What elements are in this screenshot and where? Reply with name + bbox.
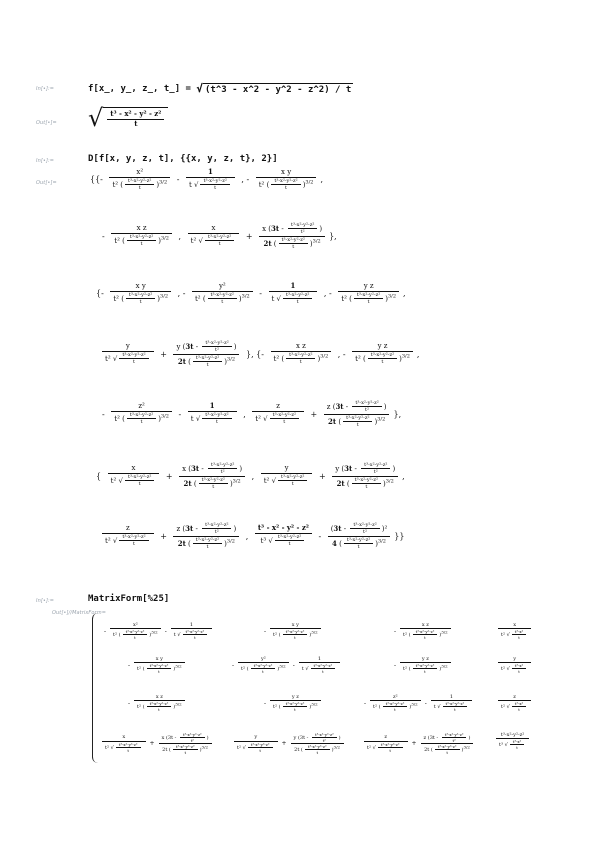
matrix-row-4: x t² √ $\frac{\text{t³-x²-y²-z²}}{t}$ + x (3t - $\frac{\text{t³-x²-y²-z²}}{\text{t²}}$ ) 2t ( $\frac{\text{t³-x²-y²-z²}}{t}$ )$^{3/2}$ [100, 732, 214, 755]
hessian-line-2: - x z t² ( $\frac{\text{t³-x²-y²-z²}}{t}$ )$^{3/2}$ , x t² √ $\frac{\text{t³-x²-y²-z²}}{t}$ + x (3t - $\frac{\text{t³-x²-y²-z²}}{\text{t²}}$ ) 2t ( $\frac{\text{t³-x²-y²-z²}}{t}$ )$^{3/2}$ }, [102, 222, 337, 250]
matrix-row-4-col-3: z t² √ $\frac{\text{t³-x²-y²-z²}}{t}$ + z (3t - $\frac{\text{t³-x²-y²-z²}}{\text{t²}}$ ) 2t ( $\frac{\text{t³-x²-y²-z²}}{t}$ )$^{3/2}$ [362, 732, 475, 755]
out1-denominator: t [134, 119, 138, 129]
input-cell-2[interactable]: D[f[x, y, z, t], {{x, y, z, t}, 2}] [88, 154, 278, 164]
hessian-line-6: { x t² √ $\frac{\text{t³-x²-y²-z²}}{t}$ + x (3t - $\frac{\text{t³-x²-y²-z²}}{\text{t²}}$ ) 2t ( $\frac{\text{t³-x²-y²-z²}}{t}$ )$^{3/2}$ , y t² √ $\frac{\text{t³-x²-y²-z²}}{t}$ + y (3t - $\frac{\text{t³-x²-y²-z²}}{\text{t²}}$ ) 2t ( $\frac{\text{t³-x²-y²-z²}}{t}$ )$^{3/2}$ , [96, 462, 405, 490]
in-label-3: In[•]:= [36, 598, 55, 604]
matrix-row-2-col-2: - y² t² ( $\frac{\text{t³-x²-y²-z²}}{t}$ )$^{3/2}$ - 1 t √ $\frac{\text{t³-x²-y²-z²}}{t}$ [230, 656, 342, 674]
matrix-row-2-col-3: - y z t² ( $\frac{\text{t³-x²-y²-z²}}{t}$ )$^{3/2}$ [392, 656, 453, 674]
in-label-1: In[•]:= [36, 86, 55, 92]
out-label-3: Out[•]//MatrixForm= [52, 610, 106, 616]
input-cell-1[interactable]: f[x_, y_, z_, t_] = √ (t^3 - x^2 - y^2 - z^2) / t [88, 82, 352, 95]
out-label-1: Out[•]= [36, 120, 57, 126]
hessian-line-3: {- x y t² ( $\frac{\text{t³-x²-y²-z²}}{t}$ )$^{3/2}$ , - y² t² ( $\frac{\text{t³-x²-y²-z²}}{t}$ )$^{3/2}$ - 1 t √ $\frac{\text{t³-x²-y²-z²}}{t}$ , - y z t² ( $\frac{\text{t³-x²-y²-z²}}{t}$ )$^{3/2}$ , [96, 281, 406, 305]
output-cell-1 [88, 104, 168, 132]
matrix-row-4-col-4: t³-x²-y²-z² t³ √ $\frac{\text{t³-x²}}{t}$ [494, 732, 531, 750]
matrix-row-2: - x y t² ( $\frac{\text{t³-x²-y²-z²}}{t}$ )$^{3/2}$ [126, 656, 187, 674]
sqrt-icon: √ [88, 104, 104, 132]
matrix-row-3-col-2: - y z t² ( $\frac{\text{t³-x²-y²-z²}}{t}$ )$^{3/2}$ [262, 694, 323, 712]
matrix-row-3: - x z t² ( $\frac{\text{t³-x²-y²-z²}}{t}$ )$^{3/2}$ [126, 694, 187, 712]
matrix-row-1-col-2: - x y t² ( $\frac{\text{t³-x²-y²-z²}}{t}$ )$^{3/2}$ [262, 622, 323, 640]
matrix-row-1-col-4: x t² √ $\frac{\text{t³-x²}}{t}$ [496, 622, 533, 640]
hessian-line-4: y t² √ $\frac{\text{t³-x²-y²-z²}}{t}$ + y (3t - $\frac{\text{t³-x²-y²-z²}}{\text{t²}}$ ) 2t ( $\frac{\text{t³-x²-y²-z²}}{t}$ )$^{3/2}$ }, {- x z t² ( $\frac{\text{t³-x²-y²-z²}}{t}$ )$^{3/2}$ , - y z t² ( $\frac{\text{t³-x²-y²-z²}}{t}$ )$^{3/2}$ , [100, 340, 421, 368]
matrix-left-paren [92, 613, 99, 763]
out-label-2: Out[•]= [36, 180, 57, 186]
matrix-row-3-col-4: z t² √ $\frac{\text{t³-x²}}{t}$ [496, 694, 533, 712]
sqrt-icon: √ [196, 82, 203, 95]
hessian-line-5: - z² t² ( $\frac{\text{t³-x²-y²-z²}}{t}$ )$^{3/2}$ - 1 t √ $\frac{\text{t³-x²-y²-z²}}{t}$ , z t² √ $\frac{\text{t³-x²-y²-z²}}{t}$ + z (3t - $\frac{\text{t³-x²-y²-z²}}{\text{t²}}$ ) 2t ( $\frac{\text{t³-x²-y²-z²}}{t}$ )$^{3/2}$ }, [102, 400, 402, 428]
matrix-row-3-col-3: - z² t² ( $\frac{\text{t³-x²-y²-z²}}{t}$ )$^{3/2}$ - 1 t √ $\frac{\text{t³-x²-y²-z²}}{t}$ [362, 694, 474, 712]
in-label-2: In[•]:= [36, 158, 55, 164]
input-cell-3[interactable]: MatrixForm[%25] [88, 594, 170, 604]
matrix-row-1-col-3: - x z t² ( $\frac{\text{t³-x²-y²-z²}}{t}$ )$^{3/2}$ [392, 622, 453, 640]
matrix-row-1: - x² t² ( $\frac{\text{t³-x²-y²-z²}}{t}$ )$^{3/2}$ - 1 t √ $\frac{\text{t³-x²-y²-z²}}{t}$ [102, 622, 214, 640]
hessian-line-1: {{- x² t² ( $\frac{\text{t³-x²-y²-z²}}{t}$ )$^{3/2}$ - 1 t √ $\frac{\text{t³-x²-y²-z²}}{t}$ , - x y t² ( $\frac{\text{t³-x²-y²-z²}}{t}$ )$^{3/2}$ , [90, 167, 324, 191]
out1-numerator: t³ - x² - y² - z² [107, 110, 164, 120]
matrix-row-4-col-2: y t² √ $\frac{\text{t³-x²-y²-z²}}{t}$ + y (3t - $\frac{\text{t³-x²-y²-z²}}{\text{t²}}$ ) 2t ( $\frac{\text{t³-x²-y²-z²}}{t}$ )$^{3/2}$ [232, 732, 346, 755]
hessian-line-7: z t² √ $\frac{\text{t³-x²-y²-z²}}{t}$ + z (3t - $\frac{\text{t³-x²-y²-z²}}{\text{t²}}$ ) 2t ( $\frac{\text{t³-x²-y²-z²}}{t}$ )$^{3/2}$ , t³ - x² - y² - z² t³ √ $\frac{\text{t³-x²-y²-z²}}{t}$ - (3t - $\frac{\text{t³-x²-y²-z²}}{\text{t²}}$ )² 4 ( $\frac{\text{t³-x²-y²-z²}}{t}$ )$^{3/2}$ }} [100, 522, 406, 550]
matrix-row-2-col-4: y t² √ $\frac{\text{t³-x²}}{t}$ [496, 656, 533, 674]
